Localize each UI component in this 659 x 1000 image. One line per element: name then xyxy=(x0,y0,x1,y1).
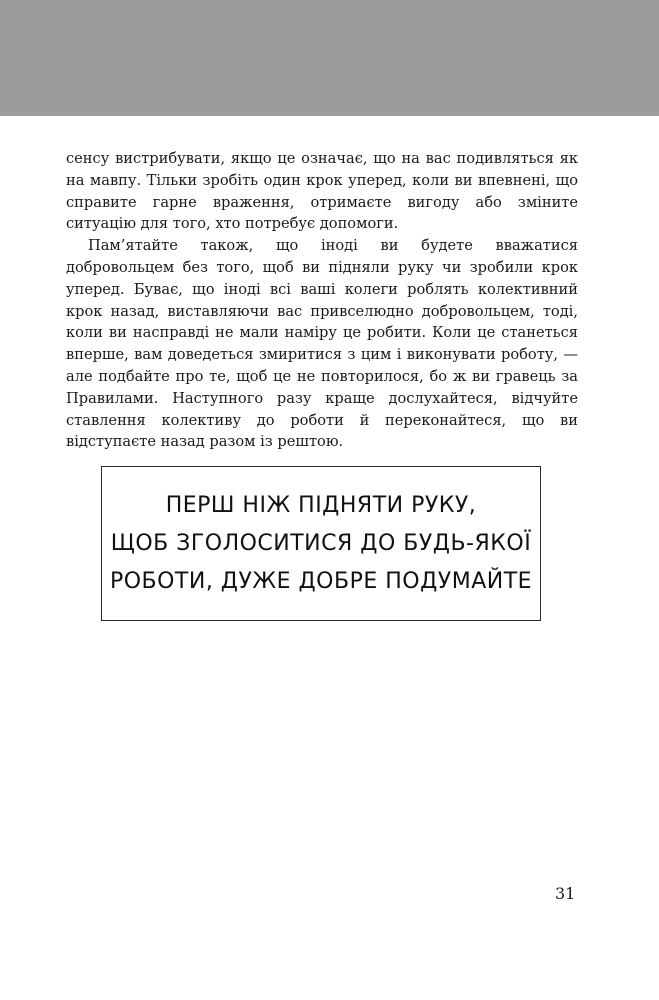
paragraph-1: сенсу вистрибувати, якщо це означає, що на вас подивляться як на мавпу. Тільки зробіть один крок уперед, коли ви впевнені, що справите гарне враження, отримаєте вигоду або зміните ситуацію для того, хто потребує допомоги. xyxy=(66,150,578,233)
paragraph-2: Пам’ятайте також, що іноді ви будете вважатися добровольцем без того, щоб ви підняли руку чи зробили крок уперед. Буває, що іноді всі ваші колеги роблять колективний крок назад, виставляючи вас привселюдно добровольцем, тоді, коли ви насправді не мали наміру це робити. Коли це станеться вперше, вам доведеться змиритися з цим і виконувати роботу, — але подбайте про те, щоб це не повторилося, бо ж ви гравець за Правилами. Наступного разу краще дослухайтеся, відчуйте ставлення колективу до роботи й переконайтеся, що ви відступаєте назад разом із рештою. xyxy=(66,237,578,451)
header-band xyxy=(0,0,659,116)
page-number: 31 xyxy=(555,884,576,903)
callout-box xyxy=(101,466,541,621)
callout-line-2: ЩОБ ЗГОЛОСИТИСЯ ДО БУДЬ-ЯКОЇ xyxy=(110,530,532,556)
callout-line-1: ПЕРШ НІЖ ПІДНЯТИ РУКУ, xyxy=(165,492,477,518)
body-text xyxy=(66,148,578,453)
callout-line-3: РОБОТИ, ДУЖЕ ДОБРЕ ПОДУМАЙТЕ xyxy=(109,568,533,594)
